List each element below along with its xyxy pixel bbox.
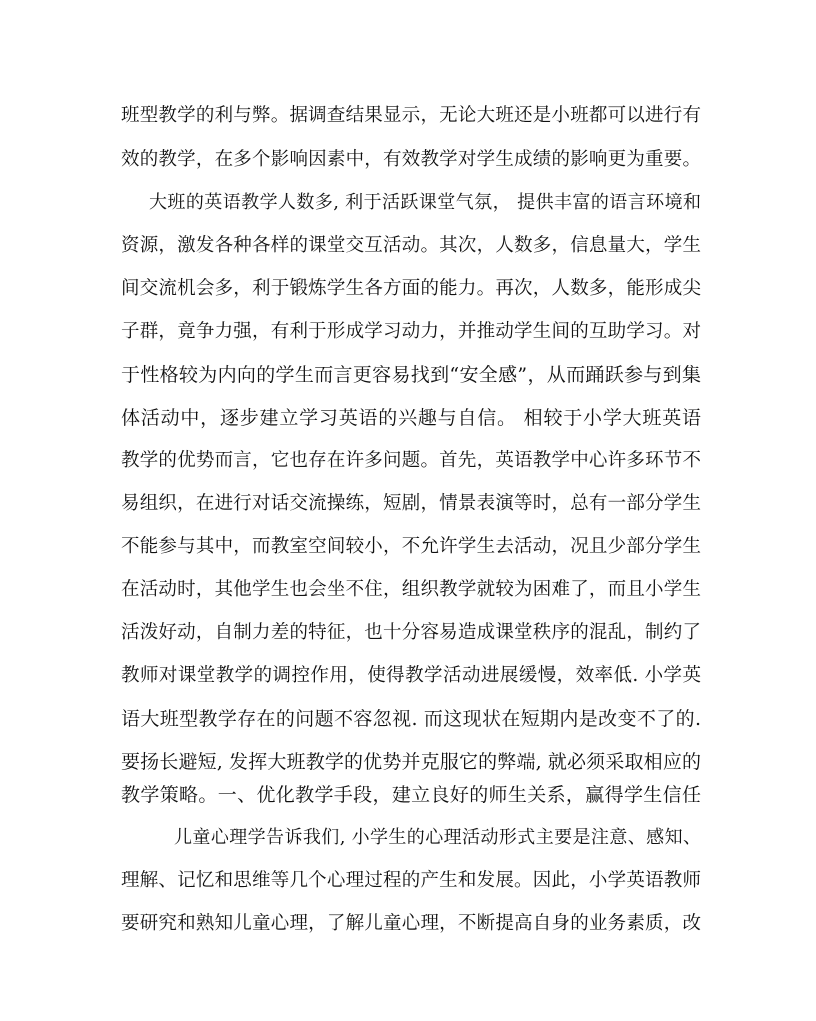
- paragraph-line: [121, 447, 701, 475]
- paragraph-line: [121, 576, 701, 604]
- line-text: 易组织，在进行对话交流操练，短剧，情景表演等时，总有一部分学生: [121, 493, 701, 514]
- line-text: 不能参与其中，而教室空间较小，不允许学生去活动，况且少部分学生: [121, 536, 701, 557]
- paragraph-line: [121, 705, 701, 733]
- paragraph-line: [121, 748, 701, 776]
- line-text: 体活动中，逐步建立学习英语的兴趣与自信。 相较于小学大班英语: [121, 407, 701, 429]
- paragraph-line: [121, 102, 701, 130]
- line-text: 间交流机会多，利于锻炼学生各方面的能力。再次，人数多，能形成尖: [121, 278, 701, 299]
- paragraph-line: [121, 781, 701, 809]
- paragraph-line: [121, 404, 701, 432]
- line-text: 大班的英语教学人数多, 利于活跃课堂气氛， 提供丰富的语言环境和: [149, 192, 701, 213]
- line-text: 教师对课堂教学的调控作用，使得教学活动进展缓慢，效率低. 小学英: [121, 665, 701, 686]
- line-text: 语大班型教学存在的问题不容忽视. 而这现状在短期内是改变不了的.: [121, 708, 701, 730]
- line-text: 在活动时，其他学生也会坐不住，组织教学就较为困难了，而且小学生: [121, 579, 701, 600]
- paragraph-line: [121, 867, 701, 895]
- paragraph-line: [121, 232, 701, 260]
- line-text: 教学策略。一、优化教学手段，建立良好的师生关系，赢得学生信任: [121, 784, 701, 806]
- line-text: 要研究和熟知儿童心理，了解儿童心理，不断提高自身的业务素质，改: [121, 913, 701, 934]
- paragraph-line: [121, 490, 701, 518]
- paragraph-line: [121, 910, 701, 938]
- line-text: 资源，激发各种各样的课堂交互活动。其次，人数多，信息量大，学生: [121, 235, 701, 256]
- paragraph-line: [121, 619, 701, 647]
- line-text: 理解、记忆和思维等几个心理过程的产生和发展。因此，小学英语教师: [121, 870, 701, 891]
- paragraph-first-line: [174, 824, 701, 852]
- line-text: 活泼好动，自制力差的特征，也十分容易造成课堂秩序的混乱，制约了: [121, 622, 701, 643]
- paragraph-line: [121, 275, 701, 303]
- paragraph-line: [121, 318, 701, 346]
- line-text: 教学的优势而言，它也存在许多问题。首先，英语教学中心许多环节不: [121, 450, 701, 471]
- line-text: 班型教学的利与弊。据调查结果显示，无论大班还是小班都可以进行有: [121, 105, 701, 126]
- paragraph-line: [121, 662, 701, 690]
- paragraph-line: [121, 361, 701, 389]
- line-text: 要扬长避短, 发挥大班教学的优势并克服它的弊端, 就必须采取相应的: [121, 751, 701, 773]
- line-text: 效的教学，在多个影响因素中，有效教学对学生成绩的影响更为重要。: [121, 149, 701, 170]
- line-text: 儿童心理学告诉我们, 小学生的心理活动形式主要是注意、感知、: [174, 827, 701, 848]
- paragraph-line: [121, 533, 701, 561]
- line-text: 子群，竟争力强，有利于形成学习动力，并推动学生间的互助学习。对: [121, 321, 701, 342]
- paragraph-line: [121, 146, 701, 174]
- paragraph-first-line: [149, 189, 701, 217]
- line-text: 于性格较为内向的学生而言更容易找到“安全感”，从而踊跃参与到集: [121, 364, 701, 386]
